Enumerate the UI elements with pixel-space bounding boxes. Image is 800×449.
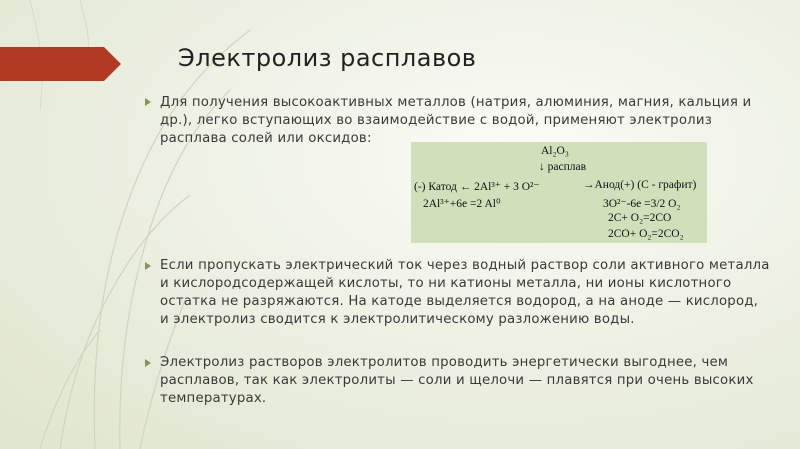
electrolysis-formula-image	[411, 142, 707, 243]
title-accent-bar	[0, 47, 104, 81]
formula-melt-label: ↓ расплав	[539, 161, 587, 173]
formula-anode-equation: →Анод(+) (С - графит)	[583, 179, 697, 191]
bullet-marker	[145, 359, 151, 367]
slide-title: Электролиз расплавов	[178, 44, 477, 72]
paragraph-1: Для получения высокоактивных металлов (натрия, алюминия, магния, кальция и др.), легко вступающих во взаимодействие с водой, применяют электролиз расплава солей или оксидов:	[160, 95, 752, 146]
formula-anode-reaction-1: 3O²⁻-6e =3/2 O₂	[603, 198, 681, 210]
formula-cathode-reaction: 2Al³⁺+6e =2 Al⁰	[423, 198, 501, 210]
paragraph-2: Если пропускать электрический ток через водный раствор соли активного металла и кислородсодержащей кислоты, то ни катионы металла, ни ионы кислотного остатка не разряжаются. На катоде выделяется водород, а на аноде — кислород, и электролиз сводится к электролитическому разложению воды.	[160, 258, 770, 327]
formula-anode-reaction-2: 2C+ O₂=2CO	[608, 212, 672, 224]
formula-cathode-equation: (-) Катод ← 2Al³⁺ + 3 O²⁻	[414, 181, 540, 193]
formula-anode-reaction-3: 2CO+ O₂=2CO₂	[608, 228, 684, 240]
bullet-marker	[145, 262, 151, 270]
paragraph-3: Электролиз растворов электролитов проводить энергетически выгоднее, чем расплавов, так как электролиты — соли и щелочи — плавятся при очень высоких температурах.	[160, 355, 754, 406]
bullet-marker	[145, 98, 151, 106]
formula-reactant: Al₂O₃	[541, 145, 569, 157]
